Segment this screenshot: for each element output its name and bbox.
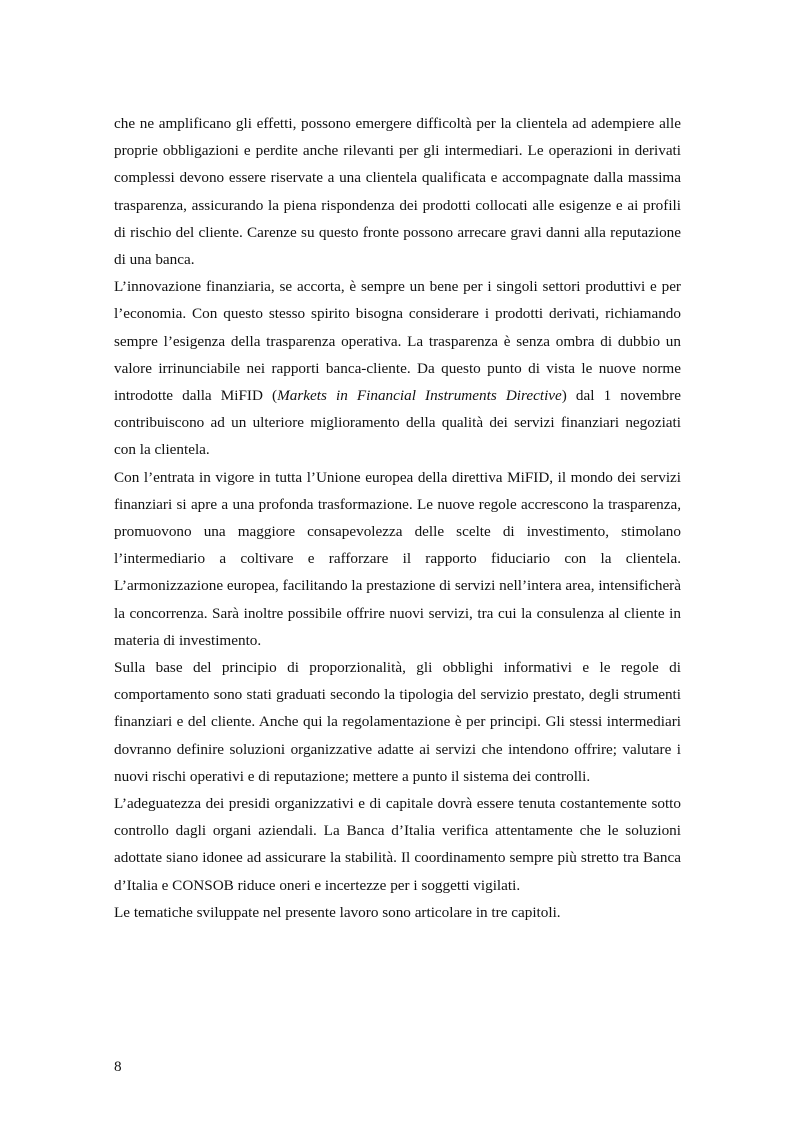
paragraph-2-text-before: L’innovazione finanziaria, se accorta, è sempre un bene per i singoli settori produttivi e per l’economia. Con questo stesso spirito bisogna considerare i prodotti derivati, richiamando sempre l’esigenza della trasparenza operativa. La trasparenza è senza ombra di dubbio un valore irrinunciabile nei rapporti banca-cliente. Da questo punto di vista le nuove norme introdotte dalla MiFID ( <box>114 278 681 405</box>
paragraph-5: L’adeguatezza dei presidi organizzativi e di capitale dovrà essere tenuta costantemente sotto controllo dagli organi aziendali. La Banca d’Italia verifica attentamente che le soluzioni adottate siano idonee ad assicurare la stabilità. Il coordinamento sempre più stretto tra Banca d’Italia e CONSOB riduce oneri e incertezze per i soggetti vigilati. <box>114 795 681 894</box>
paragraph-3: Con l’entrata in vigore in tutta l’Unione europea della direttiva MiFID, il mondo dei servizi finanziari si apre a una profonda trasformazione. Le nuove regole accrescono la trasparenza, promuovono una maggiore consapevolezza delle scelte di investimento, stimolano l’intermediario a coltivare e rafforzare il rapporto fiduciario con la clientela. L’armonizzazione europea, facilitando la prestazione di servizi nell’intera area, intensificherà la concorrenza. Sarà inoltre possibile offrire nuovi servizi, tra cui la consulenza al cliente in materia di investimento. <box>114 468 681 649</box>
body-text <box>114 110 681 926</box>
paragraph-6: Le tematiche sviluppate nel presente lavoro sono articolare in tre capitoli. <box>114 903 561 921</box>
paragraph-2-text-after: ) dal 1 novembre contribuiscono ad un ulteriore miglioramento della qualità dei servizi finanziari negoziati con la clientela. <box>114 387 681 459</box>
paragraph-2 <box>114 273 681 463</box>
page-number: 8 <box>114 1058 122 1075</box>
paragraph-1: che ne amplificano gli effetti, possono emergere difficoltà per la clientela ad adempiere alle proprie obbligazioni e perdite anche rilevanti per gli intermediari. Le operazioni in derivati complessi devono essere riservate a una clientela qualificata e accompagnate dalla massima trasparenza, assicurando la piena rispondenza dei prodotti collocati alle esigenze e ai profili di rischio del cliente. Carenze su questo fronte possono arrecare gravi danni alla reputazione di una banca. <box>114 115 681 269</box>
paragraph-4: Sulla base del principio di proporzionalità, gli obblighi informativi e le regole di comportamento sono stati graduati secondo la tipologia del servizio prestato, degli strumenti finanziari e del cliente. Anche qui la regolamentazione è per principi. Gli stessi intermediari dovranno definire soluzioni organizzative adatte ai servizi che intendono offrire; valutare i nuovi rischi operativi e di reputazione; mettere a punto il sistema dei controlli. <box>114 659 681 785</box>
paragraph-2-italic-term: Markets in Financial Instruments Directive <box>277 387 562 405</box>
